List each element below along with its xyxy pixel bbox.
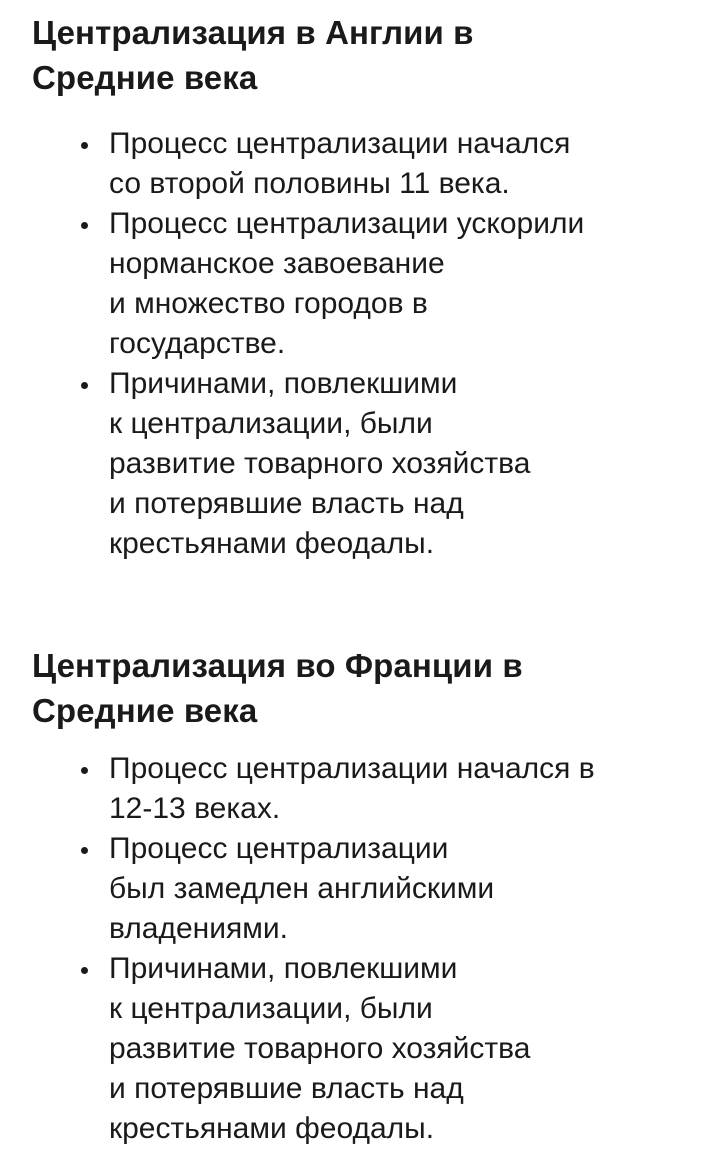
bullet-dot-icon [81, 767, 88, 774]
list-item [32, 749, 702, 829]
bullet-dot-icon [81, 142, 88, 149]
item-text-line: государстве. [109, 327, 286, 360]
list-item [32, 204, 702, 364]
item-text-line: Процесс централизации начался в [109, 752, 595, 785]
bullet-dot-icon [81, 382, 88, 389]
item-text-line: к централизации, были [109, 992, 433, 1025]
item-text-line: норманское завоевание [109, 247, 445, 280]
item-text-line: крестьянами феодалы. [109, 527, 435, 560]
item-text-line: Процесс централизации [109, 832, 449, 865]
item-text-line: к централизации, были [109, 407, 433, 440]
item-text-line: развитие товарного хозяйства [109, 447, 531, 480]
heading-line: Средние века [32, 692, 258, 729]
section-france [32, 643, 702, 1149]
list-item [32, 364, 702, 564]
item-text-line: и множество городов в [109, 287, 428, 320]
item-text-line: 12-13 веках. [109, 792, 281, 825]
list-item [32, 124, 702, 204]
section-heading [32, 10, 702, 100]
item-text-line: Причинами, повлекшими [109, 367, 458, 400]
section-heading [32, 643, 702, 733]
item-text-line: развитие товарного хозяйства [109, 1032, 531, 1065]
bullet-list [32, 749, 702, 1149]
item-text-line: и потерявшие власть над [109, 487, 464, 520]
item-text-line: Процесс централизации ускорили [109, 207, 585, 240]
heading-line: Централизация во Франции в [32, 647, 523, 684]
list-item [32, 949, 702, 1149]
item-text-line: Причинами, повлекшими [109, 952, 458, 985]
item-text-line: владениями. [109, 912, 288, 945]
item-text-line: со второй половины 11 века. [109, 167, 510, 200]
item-text-line: крестьянами феодалы. [109, 1112, 435, 1145]
item-text-line: и потерявшие власть над [109, 1072, 464, 1105]
item-text-line: Процесс централизации начался [109, 127, 571, 160]
heading-line: Централизация в Англии в [32, 14, 474, 51]
item-text-line: был замедлен английскими [109, 872, 495, 905]
bullet-dot-icon [81, 847, 88, 854]
heading-line: Средние века [32, 59, 258, 96]
bullet-dot-icon [81, 967, 88, 974]
section-england [32, 10, 702, 564]
list-item [32, 829, 702, 949]
bullet-dot-icon [81, 222, 88, 229]
bullet-list [32, 124, 702, 564]
